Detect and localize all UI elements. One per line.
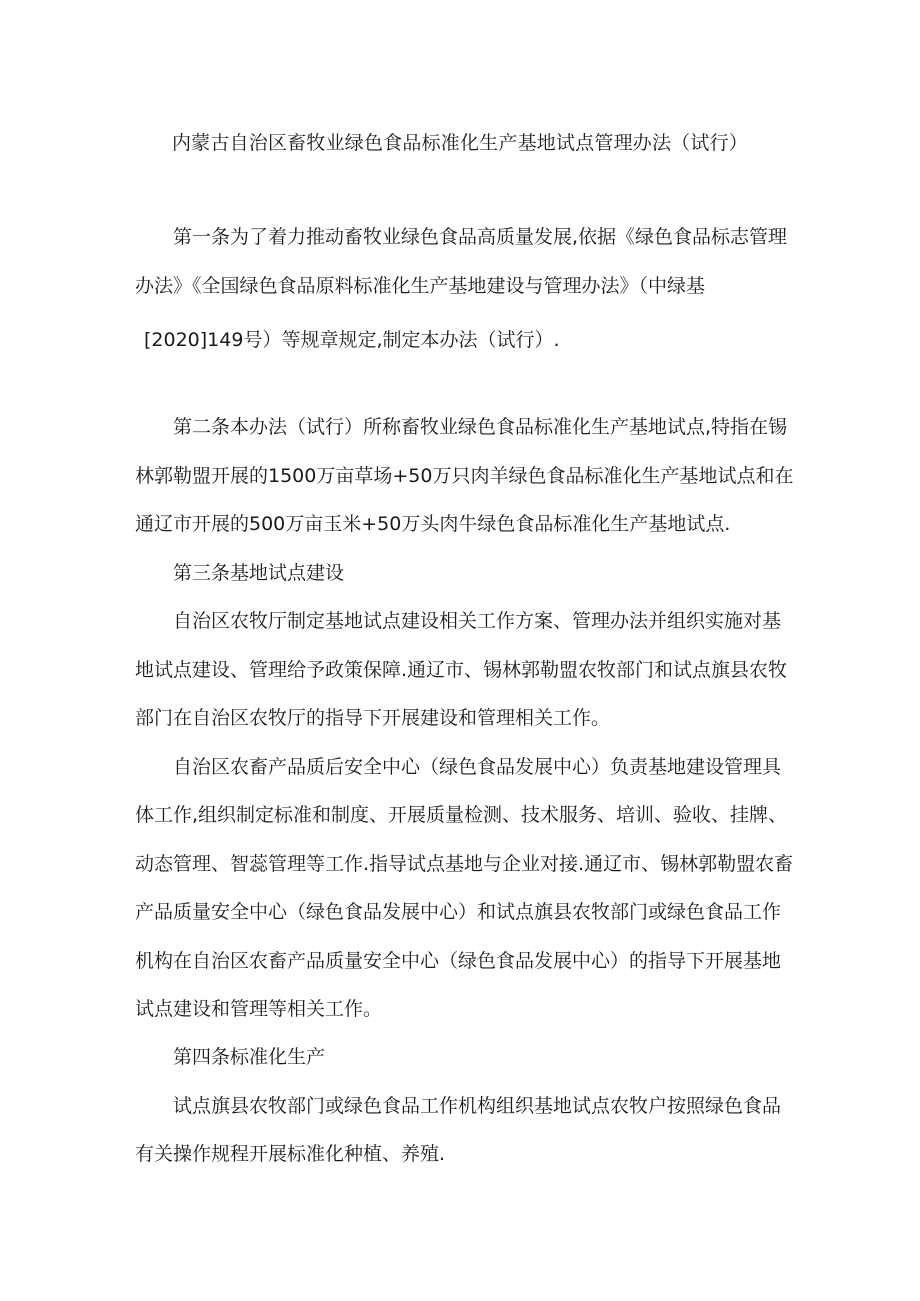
article-3-para-2-line-5: 机构在自治区农畜产品质量安全中心（绿色食品发展中心）的指导下开展基地 <box>135 950 782 972</box>
article-3-heading: 第三条基地试点建设 <box>173 562 345 584</box>
article-4-para-1-line-2: 有关操作规程开展标准化种植、养殖. <box>135 1143 446 1165</box>
article-3-para-2-line-6: 试点建设和管理等相关工作。 <box>135 998 383 1020</box>
article-3-para-2-line-3: 动态管理、智蕊管理等工作.指导试点基地与企业对接.通辽市、锡林郭勒盟农畜 <box>135 853 794 875</box>
article-2-line-2: 林郭勒盟开展的1500万亩草场+50万只肉羊绿色食品标准化生产基地试点和在 <box>135 465 794 487</box>
article-4-heading: 第四条标准化生产 <box>173 1046 326 1068</box>
article-2-line-3: 通辽市开展的500万亩玉米+50万头肉牛绿色食品标准化生产基地试点. <box>135 513 731 535</box>
article-4-para-1-line-1: 试点旗县农牧部门或绿色食品工作机构组织基地试点农牧户按照绿色食品 <box>173 1095 782 1117</box>
article-3-para-1-line-3: 部门在自治区农牧厅的指导下开展建设和管理相关工作。 <box>135 707 611 729</box>
article-3-para-2-line-4: 产品质量安全中心（绿色食品发展中心）和试点旗县农牧部门或绿色食品工作 <box>135 901 782 923</box>
article-3-para-2-line-1: 自治区农畜产品质后安全中心（绿色食品发展中心）负责基地建设管理具 <box>173 756 782 778</box>
article-3-para-1-line-2: 地试点建设、管理给予政策保障.通辽市、锡林郭勒盟农牧部门和试点旗县农牧 <box>135 659 788 681</box>
document-title-text: 内蒙古自治区畜牧业绿色食品标准化生产基地试点管理办法（试行） <box>171 132 748 154</box>
article-2-line-1: 第二条本办法（试行）所称畜牧业绿色食品标准化生产基地试点,特指在锡 <box>173 416 788 438</box>
article-3-para-1-line-1: 自治区农牧厅制定基地试点建设相关工作方案、管理办法并组织实施对基 <box>173 610 782 632</box>
article-3-para-2-line-2: 体工作,组织制定标准和制度、开展质量检测、技术服务、培训、验收、挂牌、 <box>135 804 788 826</box>
article-1-line-1: 第一条为了着力推动畜牧业绿色食品高质量发展,依据《绿色食品标志管理 <box>173 226 788 248</box>
document-title <box>0 128 920 155</box>
article-1-line-2: 办法》《全国绿色食品原料标准化生产基地建设与管理办法》（中绿基 <box>135 275 706 297</box>
article-1-line-3: [2020]149号）等规章规定,制定本办法（试行）. <box>144 329 560 351</box>
